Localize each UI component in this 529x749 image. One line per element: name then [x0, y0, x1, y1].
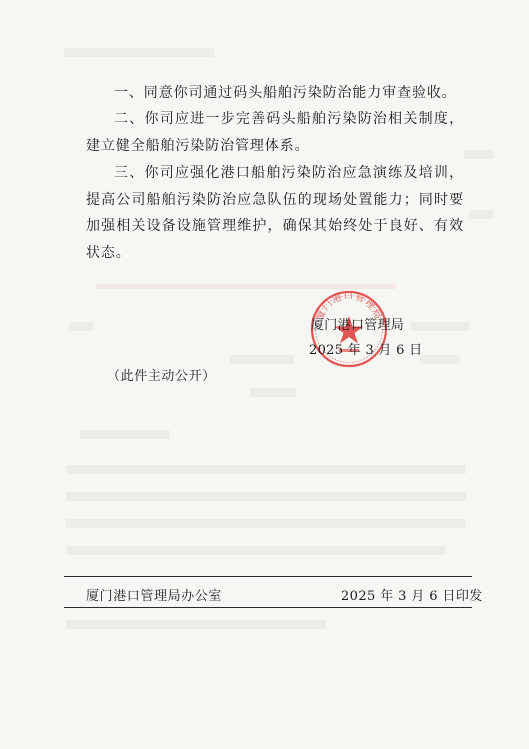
- signature-organization: 厦门港口管理局: [311, 318, 405, 333]
- footer-bottom-rule: [64, 607, 472, 608]
- footer-print-date: 2025 年 3 月 6 日印发: [341, 589, 483, 604]
- body-paragraph-2: 二、你司应进一步完善码头船舶污染防治相关制度，建立健全船舶污染防治管理体系。: [86, 111, 464, 154]
- body-paragraph-1: 一、同意你司通过码头船舶污染防治能力审查验收。: [114, 85, 457, 101]
- body-paragraph-3: 三、你司应强化港口船舶污染防治应急演练及培训，提高公司船舶污染防治应急队伍的现场处置能力；同时要加强相关设备设施管理维护，确保其始终处于良好、有效状态。: [86, 165, 464, 261]
- signature-date: 2025 年 3 月 6 日: [309, 343, 423, 358]
- public-disclosure-note: （此件主动公开）: [107, 369, 216, 384]
- seal-text: 厦门港口管理局: [314, 290, 384, 322]
- footer-top-rule: [64, 576, 472, 577]
- footer-issuing-office: 厦门港口管理局办公室: [86, 589, 223, 604]
